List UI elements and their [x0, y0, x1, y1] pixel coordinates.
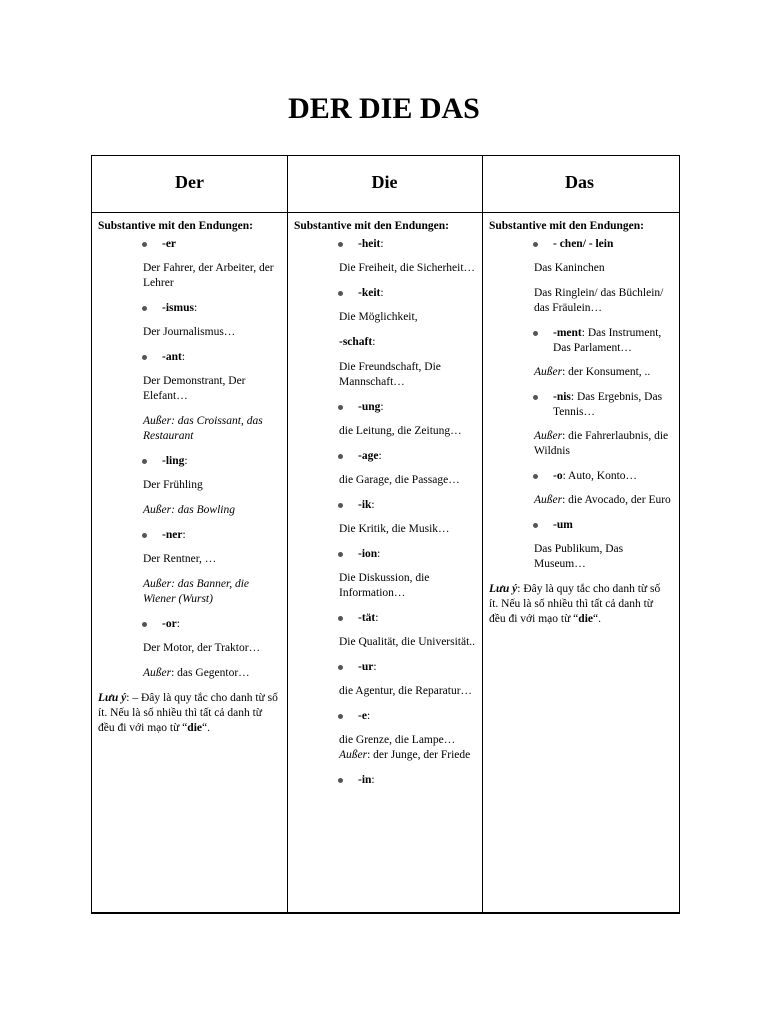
intro-text: Substantive mit den Endungen: — [294, 220, 449, 232]
bullet-icon — [338, 552, 343, 557]
exception-text: Außer: das Croissant, das Restaurant — [143, 415, 263, 442]
exception-text: Außer: die Fahrerlaubnis, die Wildnis — [534, 430, 669, 457]
exception-text: Außer: das Gegentor… — [143, 667, 250, 679]
bullet-icon — [142, 306, 147, 311]
list-item: -ment: Das Instrument, Das Parlament… — [489, 326, 672, 356]
exception-text: Außer: das Banner, die Wiener (Wurst) — [143, 578, 250, 605]
example-text: Die Freiheit, die Sicherheit… — [339, 262, 476, 274]
example-text: Der Journalismus… — [143, 326, 236, 338]
page-title: DER DIE DAS — [288, 92, 480, 125]
column-der — [98, 219, 281, 736]
bullet-icon — [533, 395, 538, 400]
intro-text: Substantive mit den Endungen: — [489, 220, 644, 232]
header-divider — [92, 212, 679, 213]
example-text: die Garage, die Passage… — [339, 474, 460, 486]
bullet-icon — [338, 616, 343, 621]
bullet-icon — [338, 778, 343, 783]
list-item: -o: Auto, Konto… — [489, 469, 672, 484]
header-das: Das — [564, 172, 594, 192]
bullet-icon — [338, 665, 343, 670]
bullet-icon — [338, 405, 343, 410]
bullet-icon — [142, 533, 147, 538]
column-das — [489, 219, 672, 627]
example-text: Der Frühling — [143, 479, 203, 491]
list-item: -er — [98, 237, 281, 252]
list-item: -ner: — [98, 528, 281, 543]
header-der: Der — [175, 172, 204, 192]
list-item: -nis: Das Ergebnis, Das Tennis… — [489, 390, 672, 420]
bullet-icon — [338, 291, 343, 296]
example-text: Das Publikum, Das Museum… — [534, 543, 624, 570]
example-text: Die Möglichkeit, — [339, 311, 418, 323]
bullet-icon — [142, 459, 147, 464]
example-text: Der Demonstrant, Der Elefant… — [143, 375, 246, 402]
bullet-icon — [533, 331, 538, 336]
example-text: Das Kaninchen — [534, 262, 605, 274]
example-text: die Grenze, die Lampe… — [339, 734, 456, 746]
bullet-icon — [533, 474, 538, 479]
exception-text: Außer: das Bowling — [143, 504, 235, 516]
header-die: Die — [371, 172, 398, 192]
example-text: Die Freundschaft, Die Mannschaft… — [339, 361, 441, 388]
bullet-icon — [338, 454, 343, 459]
exception-text: Außer: der Junge, der Friede — [339, 749, 471, 761]
list-item: -e: — [294, 709, 477, 724]
example-text: Der Rentner, … — [143, 553, 217, 565]
list-item: -keit: — [294, 286, 477, 301]
list-item: -ung: — [294, 400, 477, 415]
list-item: -heit: — [294, 237, 477, 252]
list-item: -age: — [294, 449, 477, 464]
list-item: -ant: — [98, 350, 281, 365]
list-item: -um — [489, 518, 672, 533]
example-text: Der Fahrer, der Arbeiter, der Lehrer — [143, 262, 274, 289]
bullet-icon — [338, 714, 343, 719]
list-item: -ur: — [294, 660, 477, 675]
column-die — [294, 219, 477, 797]
list-item: -ion: — [294, 547, 477, 562]
list-item: -tät: — [294, 611, 477, 626]
list-item: -ismus: — [98, 301, 281, 316]
article-table — [91, 155, 680, 914]
list-item: -in: — [294, 773, 477, 788]
example-text: Die Diskussion, die Information… — [339, 572, 430, 599]
example-text: Der Motor, der Traktor… — [143, 642, 261, 654]
example-text: die Agentur, die Reparatur… — [339, 685, 473, 697]
bullet-icon — [338, 242, 343, 247]
intro-text: Substantive mit den Endungen: — [98, 220, 253, 232]
suffix-text: -schaft: — [339, 336, 376, 348]
example-text: Das Ringlein/ das Büchlein/ das Fräulein… — [534, 287, 664, 314]
example-text: die Leitung, die Zeitung… — [339, 425, 462, 437]
bullet-icon — [338, 503, 343, 508]
example-text: Die Kritik, die Musik… — [339, 523, 450, 535]
bullet-icon — [142, 242, 147, 247]
bullet-icon — [533, 242, 538, 247]
list-item: -ik: — [294, 498, 477, 513]
example-text: Die Qualität, die Universität.. — [339, 636, 476, 648]
bullet-icon — [142, 622, 147, 627]
column-divider — [482, 156, 483, 912]
list-item: -or: — [98, 617, 281, 632]
bullet-icon — [142, 355, 147, 360]
column-divider — [287, 156, 288, 912]
bullet-icon — [533, 523, 538, 528]
exception-text: Außer: der Konsument, .. — [534, 366, 651, 378]
note-text: Lưu ý: Đây là quy tắc cho danh từ số ít. Nếu là số nhiều thì tất cả danh từ đều đi với mạo từ “die“. — [489, 583, 661, 625]
exception-text: Außer: die Avocado, der Euro — [534, 494, 671, 506]
note-text: Lưu ý: – Đây là quy tắc cho danh từ số ít. Nếu là số nhiều thì tất cả danh từ đều đi với mạo từ “die“. — [98, 692, 278, 734]
list-item: - chen/ - lein — [489, 237, 672, 252]
list-item: -ling: — [98, 454, 281, 469]
